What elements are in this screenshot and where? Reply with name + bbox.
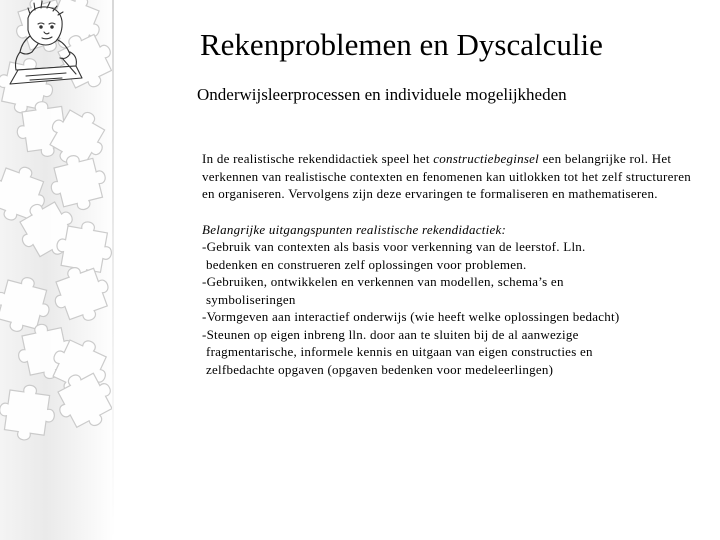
list-item: -Gebruik van contexten als basis voor verkenning van de leerstof. Lln. xyxy=(202,239,586,254)
intro-text-after: een belangrijke rol. Het verkennen van realistische contexten en fenomenen kan uitlokken tot het zelf structureren en organiseren. Vervolgens zijn deze ervaringen te formaliseren en mathematiseren. xyxy=(202,151,691,201)
list-item: bedenken en construeren zelf oplossingen voor problemen. xyxy=(206,256,527,272)
puzzle-decoration xyxy=(0,0,115,540)
list-item: -Vormgeven aan interactief onderwijs (wie heeft welke oplossingen bedacht) xyxy=(202,309,620,324)
list-item: -Gebruiken, ontwikkelen en verkennen van modellen, schema’s en xyxy=(202,274,564,289)
slide-subtitle: Onderwijsleerprocessen en individuele mogelijkheden xyxy=(197,85,567,104)
intro-text-before: In de realistische rekendidactiek speel het xyxy=(202,151,434,166)
intro-emphasis: constructiebeginsel xyxy=(433,151,540,166)
list-heading: Belangrijke uitgangspunten realistische rekendidactiek: xyxy=(202,221,507,237)
slide-title: Rekenproblemen en Dyscalculie xyxy=(200,27,603,62)
intro-paragraph xyxy=(202,150,707,203)
list-item: fragmentarische, informele kennis en uitgaan van eigen constructies en xyxy=(206,344,593,359)
list-item: zelfbedachte opgaven (opgaven bedenken voor medeleerlingen) xyxy=(206,361,554,377)
thinking-child-icon xyxy=(0,0,95,92)
list-item: symboliseringen xyxy=(206,291,296,307)
slide-body xyxy=(202,150,707,378)
principles-list xyxy=(202,238,707,378)
sidebar-divider xyxy=(112,0,114,540)
list-item: -Steunen op eigen inbreng lln. door aan te sluiten bij de al aanwezige xyxy=(202,326,579,342)
